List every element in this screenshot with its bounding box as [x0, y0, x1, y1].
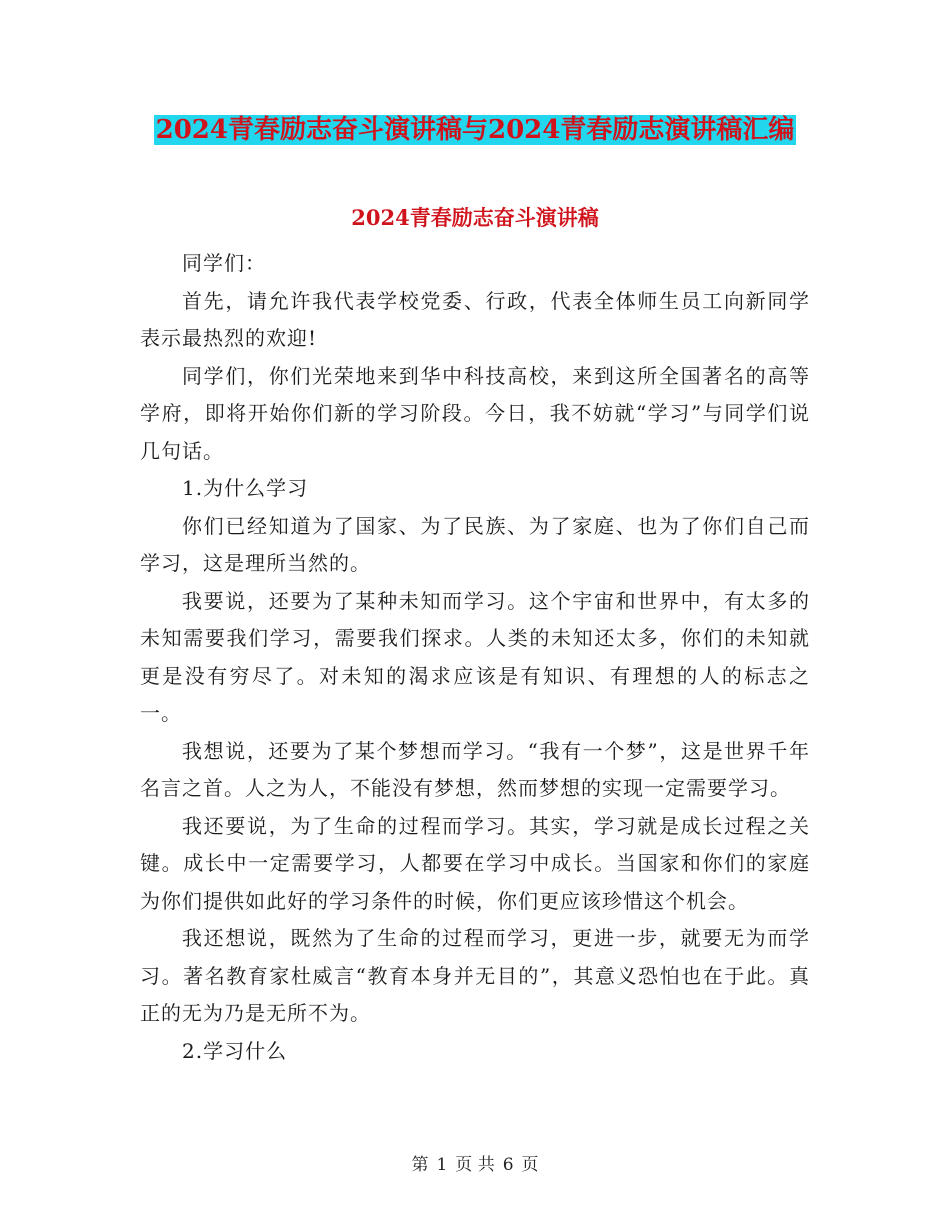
- footer-page-suffix: 页: [521, 1155, 539, 1175]
- section-title: 2024青春励志奋斗演讲稿: [351, 205, 599, 230]
- document-title-text: 2024青春励志奋斗演讲稿与2024青春励志演讲稿汇编: [155, 115, 795, 145]
- paragraph-greeting: 同学们：: [182, 251, 266, 275]
- paragraph: 你们已经知道为了国家、为了民族、为了家庭、也为了你们自己而学习，这是理所当然的。: [140, 513, 810, 575]
- footer-page-total: 6: [502, 1155, 514, 1175]
- subheading-why-learn: 1.为什么学习: [182, 476, 309, 500]
- paragraph: 首先，请允许我代表学校党委、行政，代表全体师生员工向新同学表示最热烈的欢迎!: [140, 288, 810, 350]
- paragraph: 我想说，还要为了某个梦想而学习。“我有一个梦”，这是世界千年名言之首。人之为人，不能没有梦想，然而梦想的实现一定需要学习。: [140, 738, 810, 800]
- paragraph: 我还想说，既然为了生命的过程而学习，更进一步，就要无为而学习。著名教育家杜威言“教育本身并无目的”，其意义恐怕也在于此。真正的无为乃是无所不为。: [140, 926, 810, 1025]
- document-title: [0, 110, 950, 150]
- footer-page-middle: 页 共: [455, 1155, 495, 1175]
- page-footer: [0, 1152, 950, 1178]
- document-body: [140, 245, 810, 1070]
- paragraph: 我还要说，为了生命的过程而学习。其实，学习就是成长过程之关键。成长中一定需要学习，人都要在学习中成长。当国家和你们的家庭为你们提供如此好的学习条件的时候，你们更应该珍惜这个机会。: [140, 813, 810, 913]
- paragraph: 我要说，还要为了某种未知而学习。这个宇宙和世界中，有太多的未知需要我们学习，需要我们探求。人类的未知还太多，你们的未知就更是没有穷尽了。对未知的渴求应该是有知识、有理想的人的标志之一。: [140, 588, 810, 725]
- subheading-what-to-learn: 2.学习什么: [182, 1038, 288, 1063]
- footer-page-number: 1: [436, 1155, 448, 1175]
- paragraph: 同学们，你们光荣地来到华中科技高校，来到这所全国著名的高等学府，即将开始你们新的学习阶段。今日，我不妨就“学习”与同学们说几句话。: [140, 363, 810, 463]
- footer-page-prefix: 第: [411, 1155, 429, 1175]
